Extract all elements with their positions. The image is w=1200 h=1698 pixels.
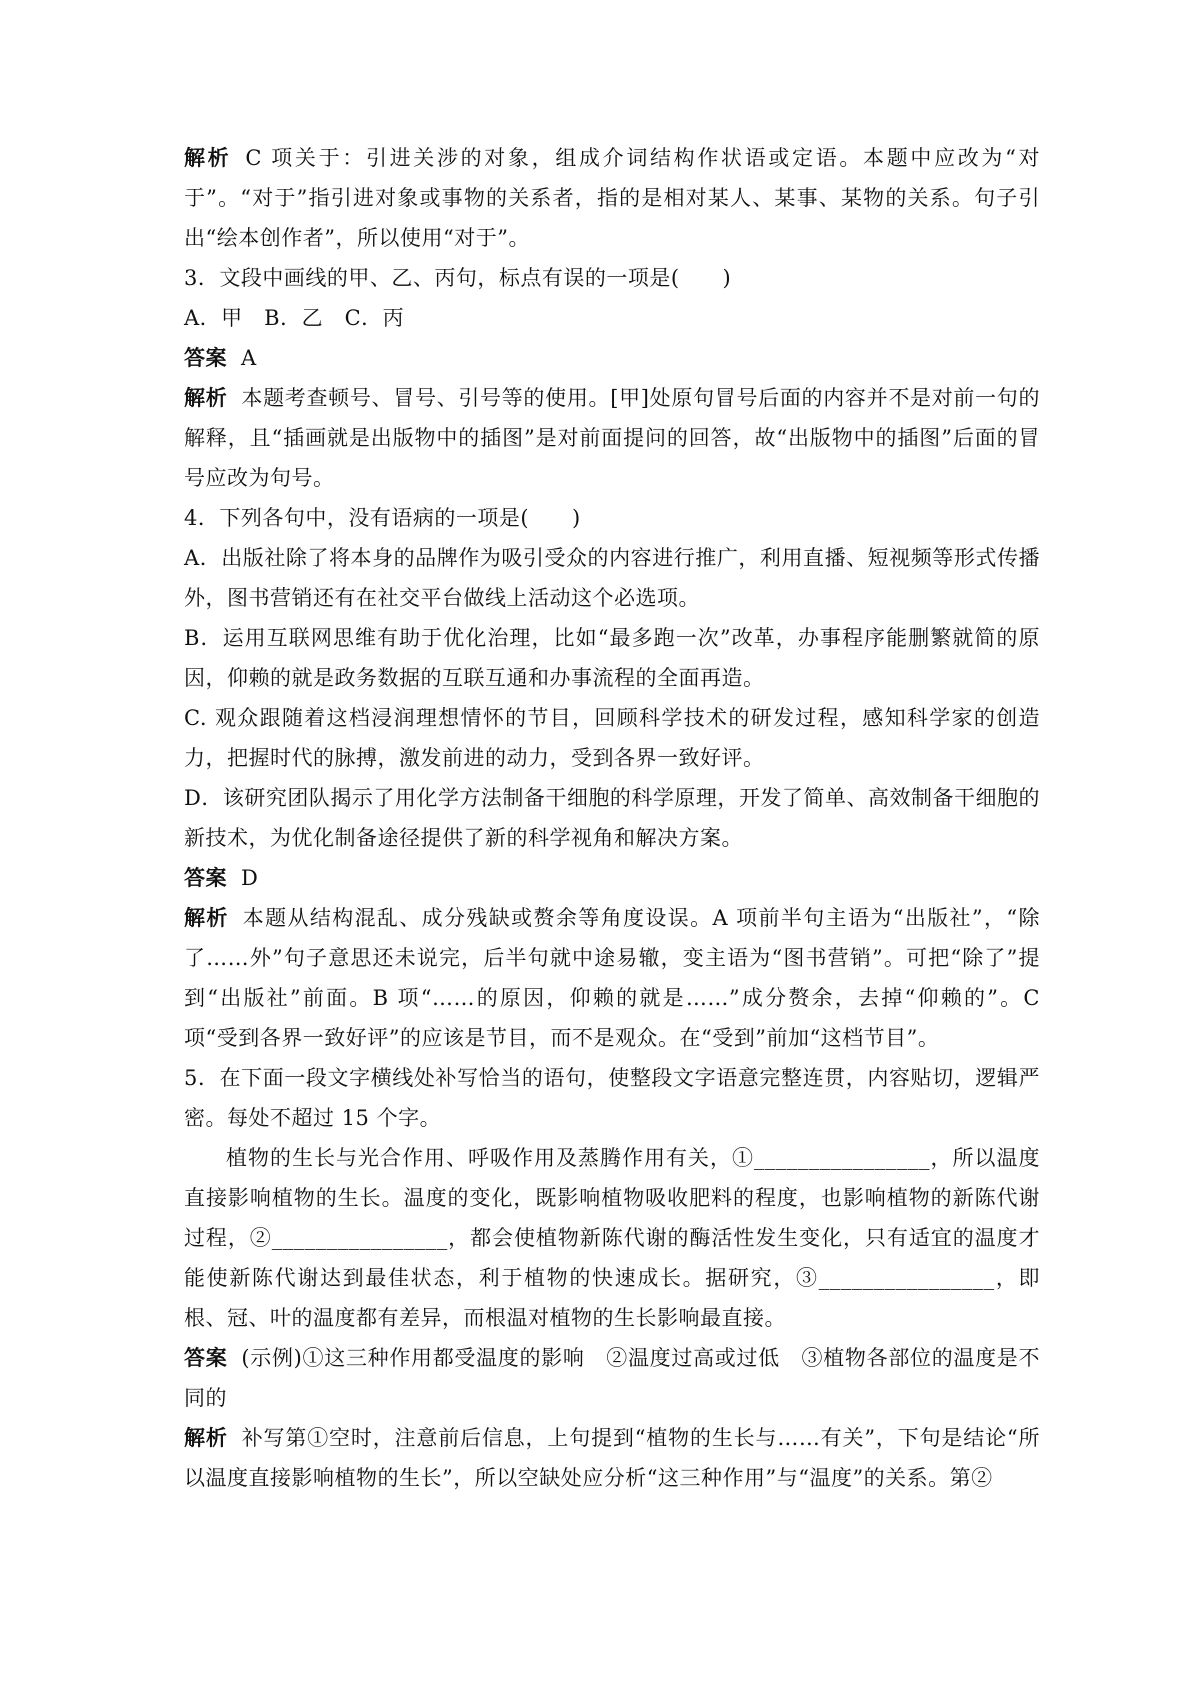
q5-analysis-text: 补写第①空时，注意前后信息，上句提到“植物的生长与……有关”，下句是结论“所以温度直接影响植物的生长”，所以空缺处应分析“这三种作用”与“温度”的关系。第② xyxy=(184,1426,1041,1490)
q2-analysis-text: C 项关于：引进关涉的对象，组成介词结构作状语或定语。本题中应改为“对于”。“对于”指引进对象或事物的关系者，指的是相对某人、某事、某物的关系。句子引出“绘本创作者”，所以使用“对于”。 xyxy=(184,146,1040,250)
q4-answer-text: D xyxy=(241,866,259,890)
q4-option-b: B．运用互联网思维有助于优化治理，比如“最多跑一次”改革，办事程序能删繁就简的原因，仰赖的就是政务数据的互联互通和办事流程的全面再造。 xyxy=(184,626,1040,690)
q3-stem: 3．文段中画线的甲、乙、丙句，标点有误的一项是( ) xyxy=(184,266,732,290)
q3-analysis xyxy=(184,378,1040,498)
q3-answer-text: A xyxy=(241,346,257,370)
q5-passage: 植物的生长与光合作用、呼吸作用及蒸腾作用有关，①________________，所以温度直接影响植物的生长。温度的变化，既影响植物吸收肥料的程度，也影响植物的新陈代谢过程，②________________，都会使植物新陈代谢的酶活性发生变化，只有适宜的温度才能使新陈代谢达到最佳状态，利于植物的快速成长。据研究，③________________，即根、冠、叶的温度都有差异，而根温对植物的生长影响最直接。 xyxy=(184,1146,1040,1330)
q4-option-d: D．该研究团队揭示了用化学方法制备干细胞的科学原理，开发了简单、高效制备干细胞的新技术，为优化制备途径提供了新的科学视角和解决方案。 xyxy=(184,786,1040,850)
answer-label: 答案 xyxy=(184,865,227,890)
answer-label: 答案 xyxy=(184,1345,228,1370)
q5-answer-text: (示例)①这三种作用都受温度的影响 ②温度过高或过低 ③植物各部位的温度是不同的 xyxy=(184,1346,1040,1410)
q5-analysis xyxy=(184,1418,1040,1498)
q3-analysis-text: 本题考查顿号、冒号、引号等的使用。[甲]处原句冒号后面的内容并不是对前一句的解释，且“插画就是出版物中的插图”是对前面提问的回答，故“出版物中的插图”后面的冒号应改为句号。 xyxy=(184,386,1040,490)
analysis-label: 解析 xyxy=(184,1425,228,1450)
q4-answer xyxy=(184,858,1040,898)
q4-stem: 4．下列各句中，没有语病的一项是( ) xyxy=(184,506,581,530)
analysis-label: 解析 xyxy=(184,145,232,170)
q4-option-a: A．出版社除了将本身的品牌作为吸引受众的内容进行推广，利用直播、短视频等形式传播外，图书营销还有在社交平台做线上活动这个必选项。 xyxy=(184,546,1040,610)
q4-analysis xyxy=(184,898,1048,1058)
q5-answer xyxy=(184,1338,1040,1418)
q4-analysis-text: 本题从结构混乱、成分残缺或赘余等角度设误。A 项前半句主语为“出版社”，“除了……外”句子意思还未说完，后半句就中途易辙，变主语为“图书营销”。可把“除了”提到“出版社”前面。B 项“……的原因，仰赖的就是……”成分赘余，去掉“仰赖的”。C 项“受到各界一致好评”的应该是节目，而不是观众。在“受到”前加“这档节目”。 xyxy=(184,906,1048,1050)
q5-stem: 5．在下面一段文字横线处补写恰当的语句，使整段文字语意完整连贯，内容贴切，逻辑严密。每处不超过 15 个字。 xyxy=(184,1066,1040,1130)
analysis-label: 解析 xyxy=(184,385,228,410)
q2-analysis xyxy=(184,138,1040,258)
q4-option-c: C. 观众跟随着这档浸润理想情怀的节目，回顾科学技术的研发过程，感知科学家的创造力，把握时代的脉搏，激发前进的动力，受到各界一致好评。 xyxy=(184,706,1040,770)
q3-answer xyxy=(184,338,1040,378)
answer-label: 答案 xyxy=(184,345,227,370)
analysis-label: 解析 xyxy=(184,905,229,930)
q3-options: A．甲 B．乙 C．丙 xyxy=(184,306,405,330)
